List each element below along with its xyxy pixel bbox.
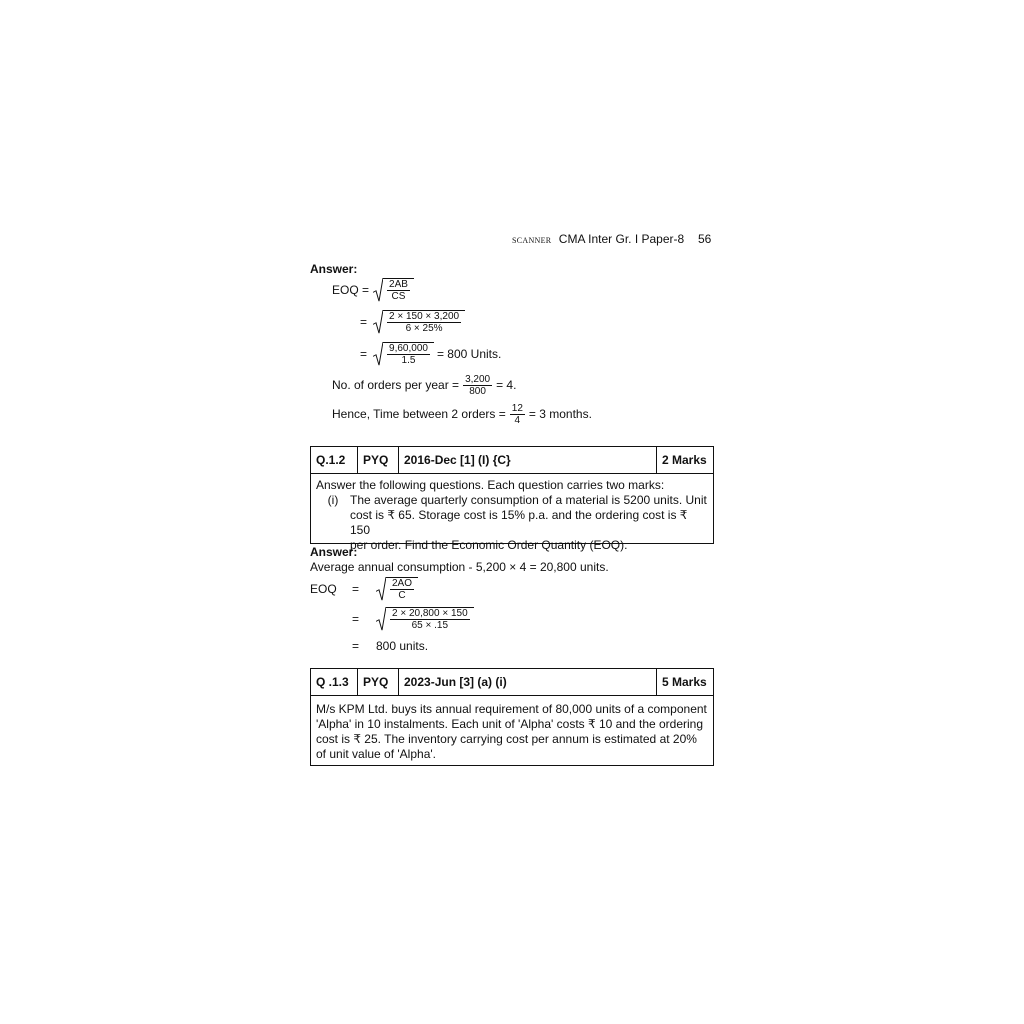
question-body: Answer the following questions. Each question carries two marks: (i) The average quarterly consumption of a material is 5200 units. Unit cost is ₹ 65. Storage cost is 15% p.a. and the ordering cost is ₹ 150 per order. Find the Economic Order Quantity (EOQ). xyxy=(316,478,707,552)
eoq-result-line: = $\frac{9,60,000}{1.5}$ = 800 Units. xyxy=(360,343,502,366)
book-title: CMA Inter Gr. I Paper-8 xyxy=(558,232,685,246)
question-body: M/s KPM Ltd. buys its annual requirement of 80,000 units of a component 'Alpha' in 10 instalments. Each unit of 'Alpha' costs ₹ 10 and the ordering cost is ₹ 25. The inventory carrying cost per annum is estimated at 20% of unit value of 'Alpha'. xyxy=(316,702,707,761)
substitution-fraction: $\frac{2 \times 150 \times 3,200}{6 \times 25\%}$ xyxy=(389,311,460,334)
answer-label: Answer: xyxy=(310,262,358,276)
question-type: PYQ xyxy=(357,669,398,695)
sqrt-symbol xyxy=(376,577,418,601)
question-type: PYQ xyxy=(357,447,398,473)
question-header xyxy=(311,447,713,474)
question-box-q1-3 xyxy=(310,668,714,766)
question-box-q1-2 xyxy=(310,446,714,552)
question-id: Q.1.2 xyxy=(316,453,346,467)
page-number: 56 xyxy=(698,232,712,246)
orders-fraction: $\frac{3,200}{800}$ xyxy=(465,374,491,397)
question-marks: 5 Marks xyxy=(656,669,713,695)
answer-label: Answer: xyxy=(310,545,358,559)
time-fraction: $\frac{12}{4}$ xyxy=(511,403,523,426)
result-fraction: $\frac{9,60,000}{1.5}$ xyxy=(389,343,428,366)
eoq-formula-line xyxy=(332,278,414,302)
sqrt-symbol xyxy=(373,278,414,302)
eoq-substitution-line-2: = $\frac{2 \times 20,800 \times 150}{65 \times .15}$ xyxy=(352,607,474,631)
publisher-logo: SCANNER xyxy=(512,236,552,245)
sqrt-symbol xyxy=(373,342,434,366)
question-marks: 2 Marks xyxy=(656,447,713,473)
formula-fraction: $\frac{2AB}{CS}$ xyxy=(389,279,408,302)
question-reference: 2016-Dec [1] (I) {C} xyxy=(398,447,656,473)
formula-fraction: $\frac{2AO}{C}$ xyxy=(392,578,413,601)
eoq-label: EOQ = xyxy=(332,282,370,297)
question-header xyxy=(311,669,713,696)
question-id: Q .1.3 xyxy=(316,675,349,689)
time-between-orders-line: Hence, Time between 2 orders = $\frac{12}{4}$ = 3 months. xyxy=(332,403,592,426)
substitution-fraction: $\frac{2 \times 20,800 \times 150}{65 \times .15}$ xyxy=(392,608,468,631)
running-header xyxy=(512,232,684,248)
eoq-substitution-line: = $\frac{2 \times 150 \times 3,200}{6 \times 25\%}$ xyxy=(360,310,465,334)
orders-per-year-line: No. of orders per year = $\frac{3,200}{800}$ = 4. xyxy=(332,374,517,397)
question-reference: 2023-Jun [3] (a) (i) xyxy=(398,669,656,695)
sqrt-symbol xyxy=(373,310,465,334)
eoq-result-line-2: = 800 units. xyxy=(352,639,429,653)
eoq-formula-line-2: EOQ = $\frac{2AO}{C}$ xyxy=(310,577,418,601)
annual-consumption-line: Average annual consumption - 5,200 × 4 = 20,800 units. xyxy=(310,560,609,574)
sqrt-symbol xyxy=(376,607,474,631)
